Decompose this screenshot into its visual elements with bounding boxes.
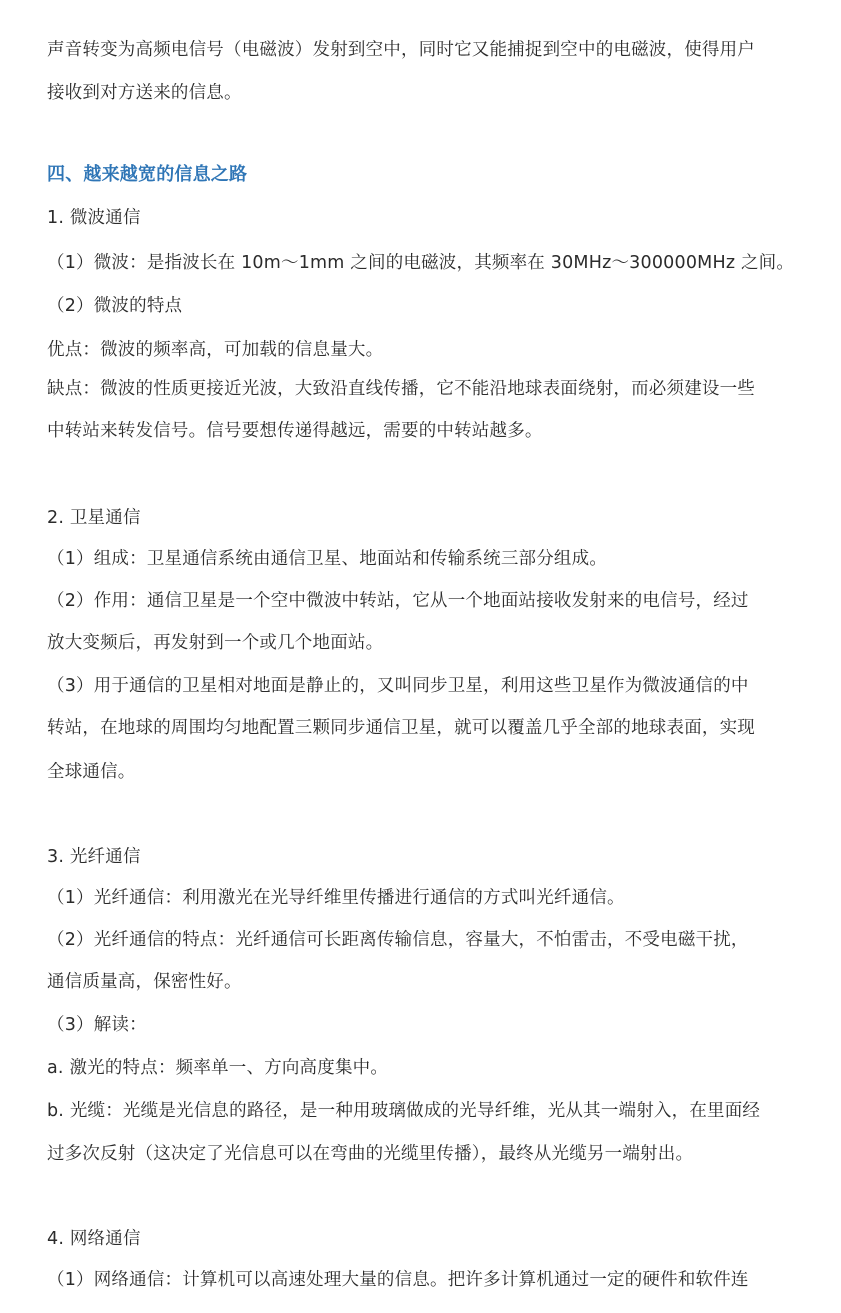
section-heading: 四、越来越宽的信息之路 xyxy=(47,164,248,185)
paragraph-line: a. 激光的特点：频率单一、方向高度集中。 xyxy=(47,1058,389,1078)
paragraph-line: 接收到对方送来的信息。 xyxy=(47,83,242,103)
paragraph-line: 优点：微波的频率高，可加载的信息量大。 xyxy=(47,340,384,360)
paragraph-line: （2）作用：通信卫星是一个空中微波中转站，它从一个地面站接收发射来的电信号，经过 xyxy=(47,591,749,611)
paragraph-line: （2）光纤通信的特点：光纤通信可长距离传输信息，容量大，不怕雷击，不受电磁干扰， xyxy=(47,930,749,950)
paragraph-line: 过多次反射（这决定了光信息可以在弯曲的光缆里传播），最终从光缆另一端射出。 xyxy=(47,1144,694,1164)
paragraph-line: （1）网络通信：计算机可以高速处理大量的信息。把许多计算机通过一定的硬件和软件连 xyxy=(47,1270,749,1290)
paragraph-line: （1）组成：卫星通信系统由通信卫星、地面站和传输系统三部分组成。 xyxy=(47,549,608,569)
paragraph-line: 通信质量高，保密性好。 xyxy=(47,972,242,992)
paragraph-line: 全球通信。 xyxy=(47,762,136,782)
paragraph-line: 放大变频后，再发射到一个或几个地面站。 xyxy=(47,633,384,653)
paragraph-line: （2）微波的特点 xyxy=(47,296,183,316)
subsection-title: 3. 光纤通信 xyxy=(47,847,141,867)
paragraph-line: （1）光纤通信：利用激光在光导纤维里传播进行通信的方式叫光纤通信。 xyxy=(47,888,625,908)
paragraph-line: 中转站来转发信号。信号要想传递得越远，需要的中转站越多。 xyxy=(47,421,543,441)
subsection-title: 4. 网络通信 xyxy=(47,1229,141,1249)
paragraph-line: 缺点：微波的性质更接近光波，大致沿直线传播，它不能沿地球表面绕射，而必须建设一些 xyxy=(47,379,755,399)
paragraph-line: 转站，在地球的周围均匀地配置三颗同步通信卫星，就可以覆盖几乎全部的地球表面，实现 xyxy=(47,718,755,738)
paragraph-line: b. 光缆：光缆是光信息的路径，是一种用玻璃做成的光导纤维，光从其一端射入，在里面经 xyxy=(47,1101,761,1121)
paragraph-line: 声音转变为高频电信号（电磁波）发射到空中，同时它又能捕捉到空中的电磁波，使得用户 xyxy=(47,40,755,60)
subsection-title: 1. 微波通信 xyxy=(47,208,141,228)
subsection-title: 2. 卫星通信 xyxy=(47,508,141,528)
paragraph-line: （3）用于通信的卫星相对地面是静止的，又叫同步卫星，利用这些卫星作为微波通信的中 xyxy=(47,676,749,696)
paragraph-line: （3）解读： xyxy=(47,1015,147,1035)
paragraph-line: （1）微波：是指波长在 10m～1mm 之间的电磁波，其频率在 30MHz～300000MHz 之间。 xyxy=(47,253,795,273)
